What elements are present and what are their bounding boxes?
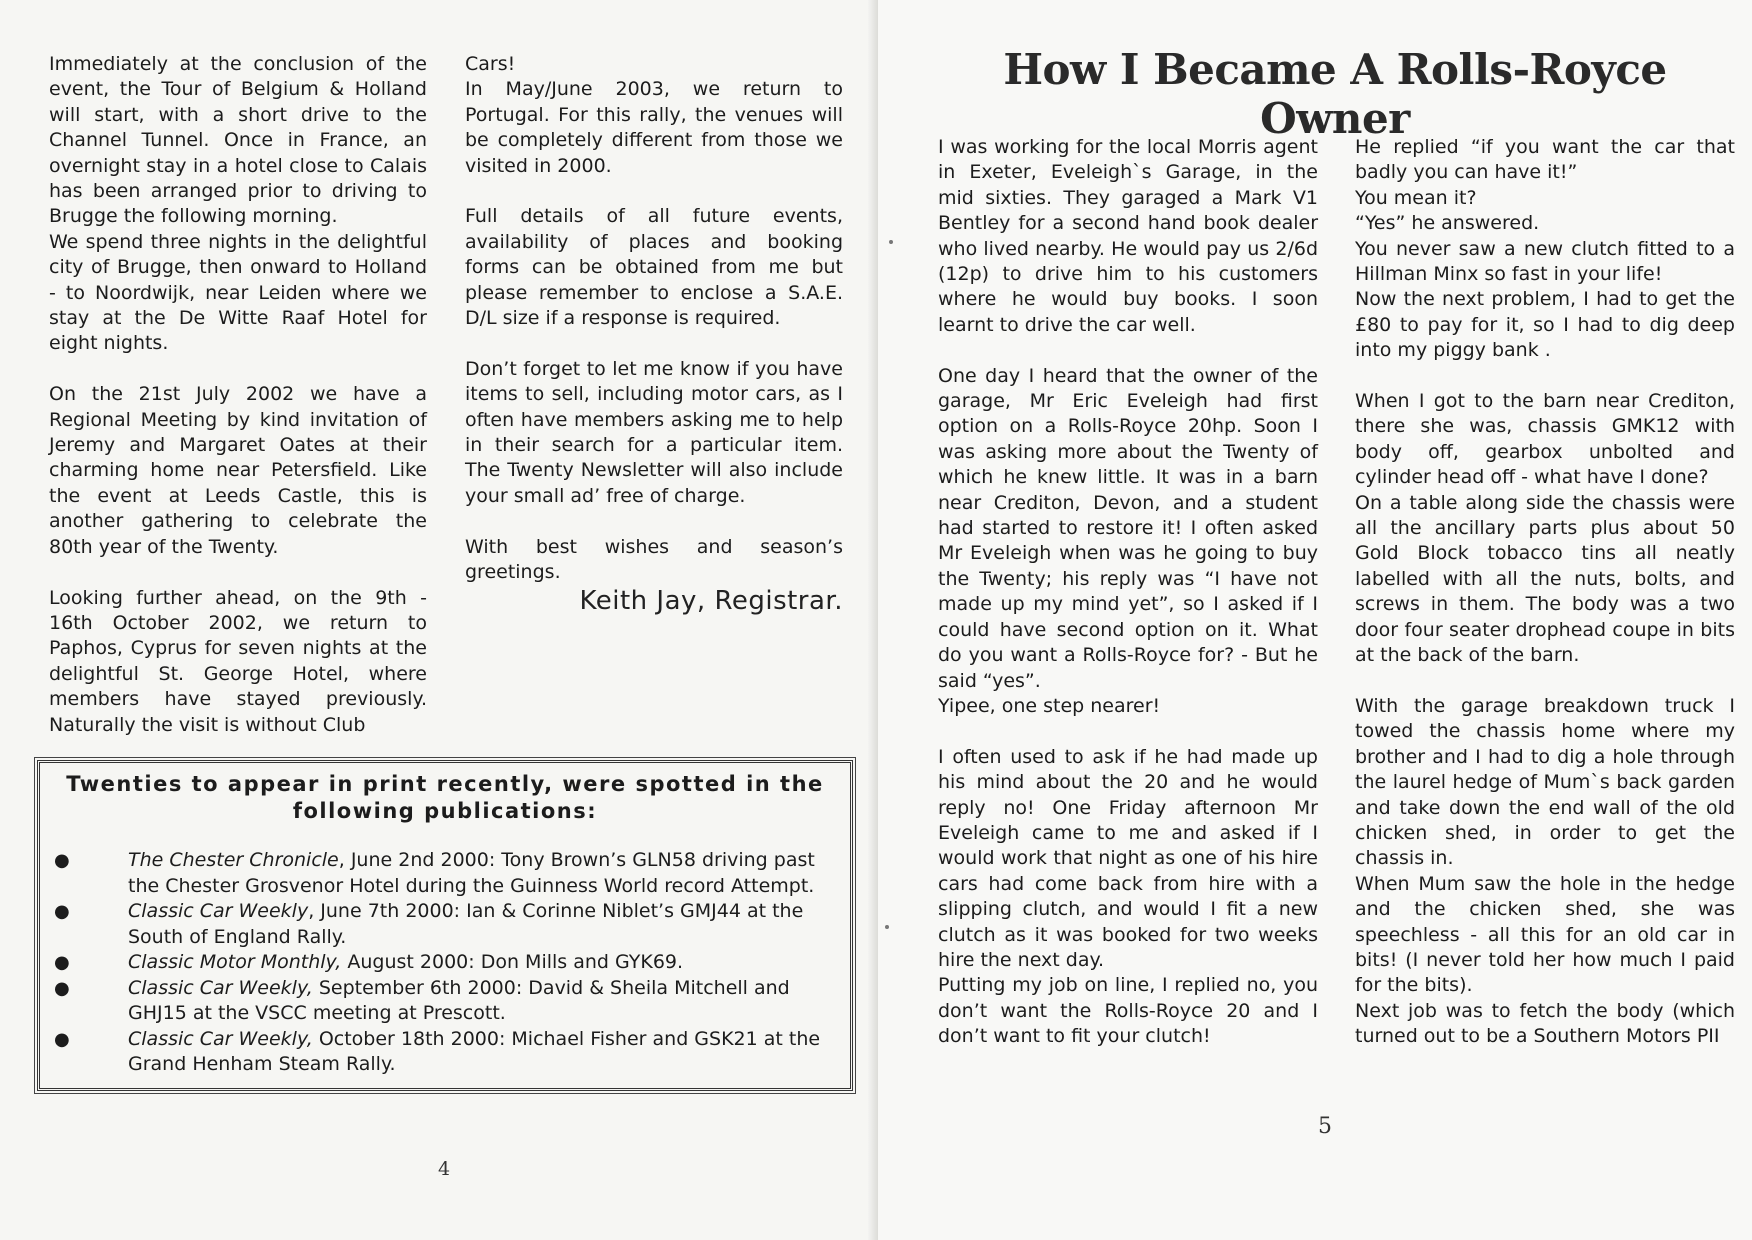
publication-detail: , June 7th 2000: Ian & Corinne Niblet’s GMJ44 at the South of England Rally. bbox=[128, 900, 804, 948]
publication-detail: September 6th 2000: David & Sheila Mitchell and GHJ15 at the VSCC meeting at Prescott. bbox=[128, 976, 790, 1024]
bullet-icon: ● bbox=[54, 977, 70, 999]
paragraph: In May/June 2003, we return to Portugal. For this rally, the venues will be completely different from those we visited in 2000. bbox=[465, 78, 843, 177]
paragraph: We spend three nights in the delightful city of Brugge, then onward to Holland - to Noordwijk, near Leiden where we stay at the De Witte Raaf Hotel for eight nights. bbox=[49, 230, 427, 355]
right-column-2 bbox=[1355, 135, 1735, 1050]
paragraph: When I got to the barn near Crediton, there she was, chassis GMK12 with body off, gearbox unbolted and cylinder head off - what have I done? bbox=[1355, 390, 1735, 489]
bullet-icon: ● bbox=[54, 952, 70, 973]
box-title: Twenties to appear in print recently, were spotted in the following publications: bbox=[66, 772, 824, 823]
paragraph: Now the next problem, I had to get the £80 to pay for it, so I had to dig deep into my piggy bank . bbox=[1355, 288, 1735, 362]
paragraph: On a table along side the chassis were all the ancillary parts plus about 50 Gold Block tobacco tins all neatly labelled with all the nuts, bolts, and screws in them. The body was a two door four seater drophead coupe in bits at the back of the barn. bbox=[1355, 491, 1735, 667]
paragraph: On the 21st July 2002 we have a Regional Meeting by kind invitation of Jeremy and Margaret Oates at their charming home near Petersfield. Like the event at Leeds Castle, this is another gathering to celebrate the 80th year of the Twenty. bbox=[49, 383, 427, 558]
left-column-2 bbox=[465, 52, 843, 611]
bullet-icon: ● bbox=[54, 850, 70, 871]
paragraph: You mean it? bbox=[1355, 186, 1477, 209]
paragraph: Immediately at the conclusion of the event, the Tour of Belgium & Holland will start, with a short drive to the Channel Tunnel. Once in France, an overnight stay in a hotel close to Calais has been arranged prior to driving to Brugge the following morning. bbox=[49, 53, 427, 228]
publication-detail: August 2000: Don Mills and GYK69. bbox=[341, 951, 684, 973]
publication-name: The Chester Chronicle bbox=[128, 849, 339, 871]
publication-name: Classic Car Weekly bbox=[128, 900, 309, 922]
scan-speck bbox=[889, 240, 893, 244]
bullet-icon: ● bbox=[54, 901, 70, 922]
scan-speck bbox=[885, 925, 889, 929]
list-item bbox=[40, 976, 850, 1027]
paragraph: I often used to ask if he had made up his mind about the 20 and he would reply no! One Friday afternoon Mr Eveleigh came to me and asked if I would work that night as one of his hire cars had come back from hire with a slipping clutch, and would I fit a new clutch as it was booked for two weeks hire the next day. bbox=[938, 745, 1318, 971]
paragraph: You never saw a new clutch fitted to a Hillman Minx so fast in your life! bbox=[1355, 237, 1735, 286]
paragraph: I was working for the local Morris agent in Exeter, Eveleigh`s Garage, in the mid sixties. They garaged a Mark V1 Bentley for a second hand book dealer who lived nearby. He would pay us 2/6d (12p) to drive him to his customers where he would buy books. I soon learnt to drive the car well. bbox=[938, 136, 1318, 336]
article-headline: How I Became A Rolls-Royce Owner bbox=[1003, 45, 1667, 143]
paragraph: Looking further ahead, on the 9th - 16th October 2002, we return to Paphos, Cyprus for seven nights at the delightful St. George Hotel, where members have stayed previously. Naturally the visit is without Club bbox=[49, 586, 427, 736]
paragraph: Next job was to fetch the body (which turned out to be a Southern Motors PII bbox=[1355, 999, 1735, 1048]
left-column-1 bbox=[49, 52, 427, 763]
paragraph: Cars! bbox=[465, 53, 516, 75]
page-number: 5 bbox=[1318, 1114, 1332, 1139]
list-item bbox=[40, 1027, 850, 1078]
list-item bbox=[40, 899, 850, 950]
list-item bbox=[40, 848, 850, 899]
paragraph: He replied “if you want the car that badly you can have it!” bbox=[1355, 136, 1735, 184]
page-number: 4 bbox=[438, 1158, 451, 1180]
paragraph: Don’t forget to let me know if you have items to sell, including motor cars, as I often have members asking me to help in their search for a particular item. The Twenty Newsletter will also include your small ad’ free of charge. bbox=[465, 357, 843, 507]
paragraph: One day I heard that the owner of the garage, Mr Eric Eveleigh had first option on a Rolls-Royce 20hp. Soon I was asking more about the Twenty of which he knew little. It was in a barn near Crediton, Devon, and a student had started to restore it! I often asked Mr Eveleigh when was he going to buy the Twenty; his reply was “I have not made up my mind yet”, so I asked if I could have second option on it. What do you want a Rolls-Royce for? - But he said “yes”. bbox=[938, 364, 1318, 692]
paragraph: Full details of all future events, availability of places and booking forms can be obtained from me but please remember to enclose a S.A.E. D/L size if a response is required. bbox=[465, 205, 843, 330]
paragraph: With best wishes and season’s greetings. bbox=[465, 535, 843, 584]
publication-detail: , June 2nd 2000: Tony Brown’s GLN58 driving past the Chester Grosvenor Hotel during the Guinness World record Attempt. bbox=[128, 849, 815, 897]
paragraph: Putting my job on line, I replied no, you don’t want the Rolls-Royce 20 and I don’t want to fit your clutch! bbox=[938, 974, 1318, 1048]
list-item bbox=[40, 950, 850, 976]
signature: Keith Jay, Registrar. bbox=[579, 586, 843, 616]
paragraph: With the garage breakdown truck I towed the chassis home where my brother and I had to dig a hole through the laurel hedge of Mum`s back garden and take down the end wall of the old chicken shed, in order to get the chassis in. bbox=[1355, 694, 1735, 870]
publications-list bbox=[40, 848, 850, 1078]
paragraph: “Yes” he answered. bbox=[1355, 212, 1540, 235]
right-column-1 bbox=[938, 135, 1318, 1050]
publication-name: Classic Car Weekly, bbox=[128, 976, 313, 999]
bullet-icon: ● bbox=[54, 1028, 70, 1050]
publication-name: Classic Motor Monthly, bbox=[128, 951, 342, 973]
publications-box bbox=[37, 760, 853, 1091]
paragraph: Yipee, one step nearer! bbox=[938, 694, 1161, 717]
publication-detail: October 18th 2000: Michael Fisher and GSK21 at the Grand Henham Steam Rally. bbox=[128, 1027, 821, 1075]
paragraph: When Mum saw the hole in the hedge and the chicken shed, she was speechless - all this for an old car in bits! (I never told her how much I paid for the bits). bbox=[1355, 872, 1735, 997]
publication-name: Classic Car Weekly, bbox=[128, 1027, 313, 1050]
